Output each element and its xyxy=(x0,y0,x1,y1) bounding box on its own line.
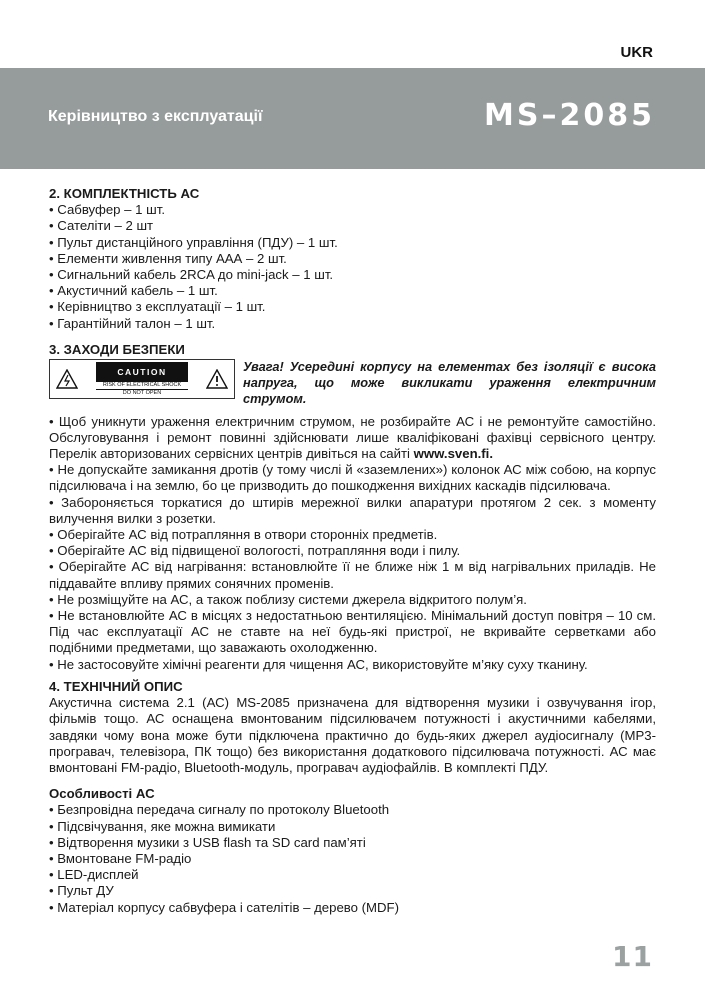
content xyxy=(49,186,656,916)
header-band xyxy=(0,68,705,169)
technical-description: Акустична система 2.1 (АС) MS-2085 призначена для відтворення музики і озвучування ігор, фільмів тощо. АС оснащена вмонтованим підсилювачем потужності і акустичними кабелями, завдяки чому вона може бути підключена практично до будь-яких джерел аудіосигналу (MP3-програвач, телевізора, ПК тощо) без використання додаткового підсилювача потужності. АС має вмонтовані FM-радіо, Bluetooth-модуль, програвач аудіофайлів. В комплекті ПДУ. xyxy=(49,695,656,775)
list-item: • Оберігайте АС від потрапляння в отвори сторонніх предметів. xyxy=(49,527,438,543)
section-2-heading: 2. КОМПЛЕКТНІСТЬ АС xyxy=(49,186,200,201)
list-item: • Не встановлюйте АС в місцях з недостатньою вентиляцією. Мінімальний доступ повітря – 10 см. Під час експлуатації АС не ставте на неї будь-які пристрої, не вкривайте серветками або подібними предметами, що заважають охолодженню. xyxy=(49,608,656,656)
list-item: • Матеріал корпусу сабвуфера і сателітів – дерево (MDF) xyxy=(49,899,400,915)
safety-item-text: • Щоб уникнути ураження електричним струмом, не розбирайте АС і не ремонтуйте самостійно. Обслуговування і ремонт повинні здійснювати лише кваліфіковані фахівці сервісного центру. Перелік авторизованих сервісних центрів дивіться на сайті xyxy=(49,413,656,462)
list-item: • Безпровідна передача сигналу по протоколу Bluetooth xyxy=(49,802,390,818)
model-name: MS–2085 xyxy=(484,98,655,133)
list-item: • Оберігайте АС від підвищеної вологості, потрапляння води і пилу. xyxy=(49,543,461,559)
caution-label xyxy=(49,359,235,399)
caution-line-2: DO NOT OPEN xyxy=(122,389,162,396)
list-item: • Акустичний кабель – 1 шт. xyxy=(49,283,218,299)
caution-title: CAUTION xyxy=(96,362,188,382)
list-item: • Підсвічування, яке можна вимикати xyxy=(49,818,276,834)
list-item: • Не розміщуйте на АС, а також поблизу системи джерела відкритого полум’я. xyxy=(49,591,527,607)
list-item: • Елементи живлення типу ААА – 2 шт. xyxy=(49,250,287,266)
section-3-heading: 3. ЗАХОДИ БЕЗПЕКИ xyxy=(49,341,185,357)
page-number: 11 xyxy=(612,940,653,973)
list-item: • Не допускайте замикання дротів (у тому числі й «заземлених») колонок АС між собою, на корпус підсилювача і на землю, бо це призводить до пошкодження вихідних каскадів підсилювача. xyxy=(49,462,656,494)
list-item xyxy=(49,414,656,463)
language-label: UKR xyxy=(620,44,653,61)
lightning-warning-icon xyxy=(56,369,78,389)
list-item: • Пульт ДУ xyxy=(49,883,114,899)
list-item: • Оберігайте АС від нагрівання: встановлюйте її не ближе ніж 1 м від нагрівальних приладів. Не піддавайте впливу прямих сонячних променів. xyxy=(49,559,656,591)
list-item: • Керівництво з експлуатації – 1 шт. xyxy=(49,299,266,315)
service-site-link[interactable]: www.sven.fi. xyxy=(413,446,494,462)
list-item: • Вмонтоване FM-радіо xyxy=(49,850,192,866)
exclamation-warning-icon xyxy=(206,369,228,389)
features-heading: Особливості АС xyxy=(49,786,155,802)
list-item: • Сателіти – 2 шт xyxy=(49,218,154,234)
manual-title: Керівництво з експлуатації xyxy=(48,108,263,125)
list-item: • Гарантійний талон – 1 шт. xyxy=(49,315,216,331)
warning-text: Увага! Усередині корпусу на елементах без ізоляції є висока напруга, що може викликати ураження електричним струмом. xyxy=(243,359,656,407)
section-4-heading: 4. ТЕХНІЧНИЙ ОПИС xyxy=(49,678,183,694)
list-item: • LED-дисплей xyxy=(49,867,139,883)
list-item: • Сабвуфер – 1 шт. xyxy=(49,202,166,218)
list-item: • Забороняється торкатися до штирів мережної вилки апаратури протягом 2 сек. з моменту вилучення вилки з розетки. xyxy=(49,494,656,526)
list-item: • Відтворення музики з USB flash та SD card пам’яті xyxy=(49,834,366,850)
list-item: • Пульт дистанційного управління (ПДУ) – 1 шт. xyxy=(49,234,338,250)
caution-line-1: RISK OF ELECTRICAL SHOCK xyxy=(96,382,188,390)
caution-row xyxy=(49,359,656,408)
list-item: • Не застосовуйте хімічні реагенти для чищення АС, використовуйте м’яку суху тканину. xyxy=(49,656,588,672)
list-item: • Сигнальний кабель 2RCA до mini-jack – 1 шт. xyxy=(49,267,334,283)
